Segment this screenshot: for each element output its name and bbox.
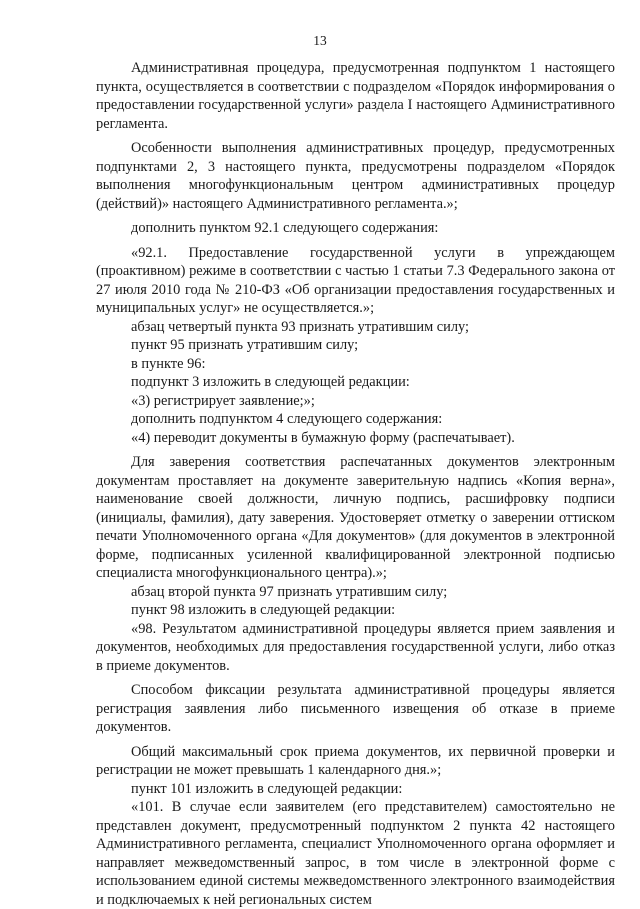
paragraph-add-point-92-1: дополнить пунктом 92.1 следующего содержания: bbox=[131, 220, 439, 236]
paragraph-max-term: Общий максимальный срок приема документов, их первичной проверки и регистрации не может превышать 1 календарного дня.»; bbox=[96, 743, 615, 778]
paragraph-fixation-method: Способом фиксации результата административной процедуры является регистрация заявления либо письменного извещения об отказе в приеме документов. bbox=[96, 682, 615, 735]
page-number: 13 bbox=[313, 33, 327, 48]
paragraph-point-98-edit: пункт 98 изложить в следующей редакции: bbox=[131, 602, 396, 618]
paragraph-point-97-repeal: абзац второй пункта 97 признать утратившим силу; bbox=[131, 583, 448, 600]
paragraph-point-96-intro: в пункте 96: bbox=[131, 355, 206, 372]
document-body bbox=[96, 59, 615, 909]
paragraph-point-101-edit: пункт 101 изложить в следующей редакции: bbox=[131, 780, 403, 797]
paragraph-point-95-repeal: пункт 95 признать утратившим силу; bbox=[131, 337, 359, 353]
paragraph-point-93-repeal: абзац четвертый пункта 93 признать утратившим силу; bbox=[131, 318, 470, 335]
paragraph-subpoint-3-text: «3) регистрирует заявление;»; bbox=[131, 392, 315, 409]
paragraph-subpoint-4-text: «4) переводит документы в бумажную форму (распечатывает). bbox=[131, 429, 515, 446]
paragraph-point-98-text: «98. Результатом административной процедуры является прием заявления и документов, необходимых для предоставления государственной услуги, либо отказ в приеме документов. bbox=[96, 620, 615, 674]
paragraph-subpoint-3-edit: подпункт 3 изложить в следующей редакции: bbox=[131, 374, 410, 390]
paragraph-point-92-1-text: «92.1. Предоставление государственной услуги в упреждающем (проактивном) режиме в соответствии с частью 1 статьи 7.3 Федерального закона от 27 июля 2010 года № 210-ФЗ «Об организации предоставления государственных и муниципальных услуг» не осуществляется.»; bbox=[96, 244, 615, 316]
paragraph-procedure-features: Особенности выполнения административных процедур, предусмотренных подпунктами 2, 3 настоящего пункта, предусмотрены подразделом «Порядок выполнения многофункциональным центром административных процедур (действий)» настоящего Административного регламента.»; bbox=[96, 140, 615, 212]
paragraph-procedure-subpoint-1: Административная процедура, предусмотренная подпунктом 1 настоящего пункта, осуществляется в соответствии с подразделом «Порядок информирования о предоставлении государственной услуги» раздела I настоящего Административного регламента. bbox=[96, 60, 615, 132]
paragraph-point-101-text: «101. В случае если заявителем (его представителем) самостоятельно не представлен документ, предусмотренный подпунктом 2 пункта 42 настоящего Административного регламента, специалист Уполномоченного органа оформляет и направляет межведомственный запрос, в том числе в электронной форме с использованием единой системы межведомственного электронного взаимодействия и подключаемых к ней региональных систем bbox=[96, 799, 615, 908]
paragraph-add-subpoint-4: дополнить подпунктом 4 следующего содержания: bbox=[131, 411, 443, 427]
paragraph-certification: Для заверения соответствия распечатанных документов электронным документам проставляет на документе заверительную надпись «Копия верна», наименование своей должности, личную подпись, расшифровку подписи (инициалы, фамилия), дату заверения. Удостоверяет отметку о заверении оттиском печати Уполномоченного органа «Для документов» (для документов в электронной форме, подписанных усиленной квалифицированной электронной подписью специалиста многофункционального центра).»; bbox=[96, 454, 615, 581]
